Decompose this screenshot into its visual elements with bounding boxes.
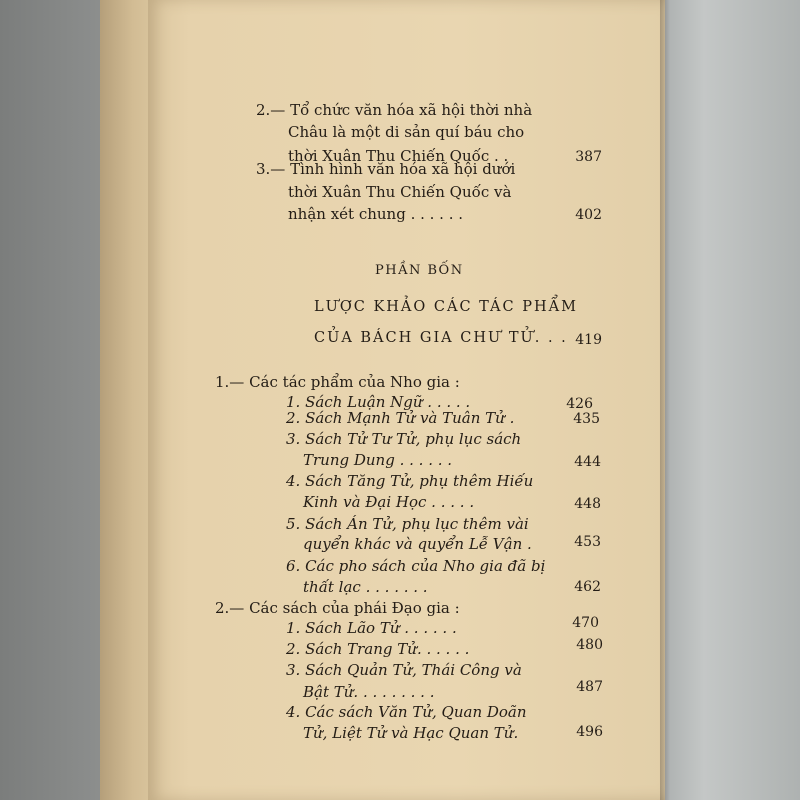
toc-line: 3.— Tình hình văn hóa xã hội dưới <box>256 160 516 178</box>
page-number: 426 <box>566 396 593 412</box>
toc-line: nhận xét chung . . . . . . <box>288 205 464 223</box>
part-title-line: LƯỢC KHẢO CÁC TÁC PHẨM <box>314 299 578 315</box>
toc-entry: 3. Sách Quản Tử, Thái Công và <box>286 661 522 679</box>
page-number: 448 <box>574 496 601 512</box>
page-number: 487 <box>576 679 603 695</box>
toc-entry: quyển khác và quyển Lễ Vận . <box>303 535 532 553</box>
toc-entry: 3. Sách Tử Tư Tử, phụ lục sách <box>286 430 522 448</box>
toc-line: thời Xuân Thu Chiến Quốc và <box>288 183 512 201</box>
toc-line: thời Xuân Thu Chiến Quốc . . <box>288 147 509 165</box>
toc-entry: 6. Các pho sách của Nho gia đã bị <box>286 557 546 575</box>
page-number: 435 <box>573 411 600 427</box>
page-number: 462 <box>574 579 601 595</box>
page-number: 453 <box>574 534 601 550</box>
page-number: 496 <box>576 724 603 740</box>
toc-entry: 5. Sách Án Tử, phụ lục thêm vài <box>286 515 529 533</box>
page-number: 402 <box>575 207 602 223</box>
toc-entry: thất lạc . . . . . . . <box>303 578 428 596</box>
section-heading: 2.— Các sách của phái Đạo gia : <box>215 599 460 617</box>
toc-entry: 4. Các sách Văn Tử, Quan Doãn <box>286 703 527 721</box>
background-left <box>0 0 110 800</box>
page-number: 444 <box>574 454 601 470</box>
toc-entry: Bật Tử. . . . . . . . . <box>303 683 435 701</box>
toc-line: 2.— Tổ chức văn hóa xã hội thời nhà <box>256 101 533 119</box>
toc-entry: 1. Sách Luận Ngữ . . . . . <box>286 393 471 411</box>
section-heading: 1.— Các tác phẩm của Nho gia : <box>215 373 460 391</box>
toc-entry: Trung Dung . . . . . . <box>303 451 453 469</box>
part-heading: PHẦN BỐN <box>375 263 464 278</box>
toc-line: Châu là một di sản quí báu cho <box>288 123 525 141</box>
page-number: 480 <box>576 637 603 653</box>
toc-entry: 1. Sách Lão Tử . . . . . . <box>286 619 457 637</box>
part-title-line: CỦA BÁCH GIA CHƯ TỬ. . . <box>314 330 568 346</box>
toc-entry: Kinh và Đại Học . . . . . <box>303 493 475 511</box>
toc-entry: 4. Sách Tăng Tử, phụ thêm Hiếu <box>286 472 534 490</box>
page-number: 419 <box>575 332 602 348</box>
page-number: 470 <box>572 615 599 631</box>
page-edge-shadow <box>660 0 670 800</box>
toc-entry: Tử, Liệt Tử và Hạc Quan Tử. <box>303 724 519 742</box>
page-number: 387 <box>575 149 602 165</box>
toc-entry: 2. Sách Trang Tử. . . . . . <box>286 640 470 658</box>
toc-entry: 2. Sách Mạnh Tử và Tuân Tử . <box>286 409 515 427</box>
